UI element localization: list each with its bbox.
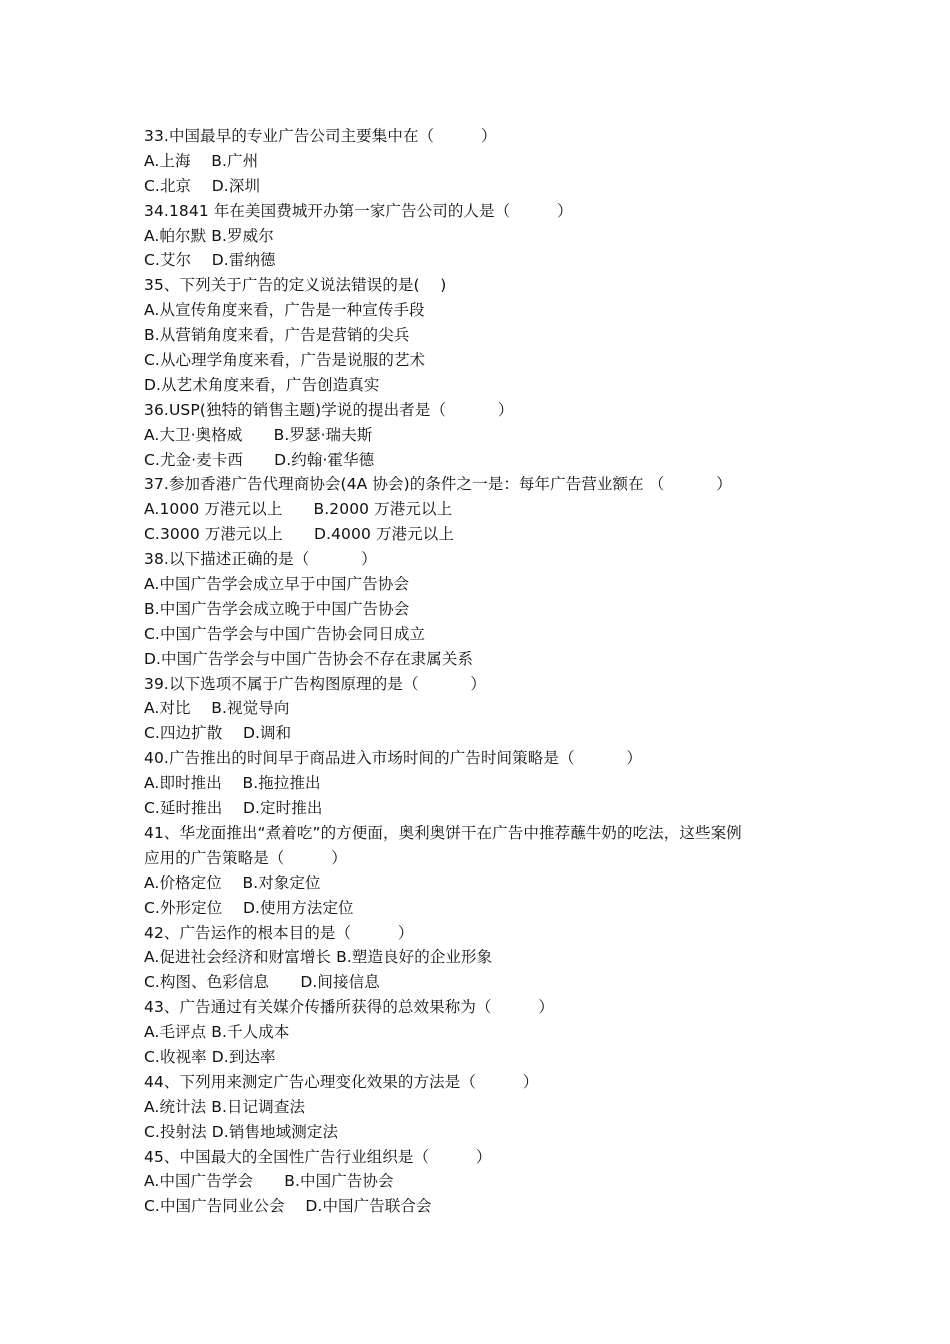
text-line: A.上海 B.广州	[144, 151, 259, 170]
text-line: A.1000 万港元以上 B.2000 万港元以上	[144, 500, 453, 519]
text-line: A.促进社会经济和财富增长 B.塑造良好的企业形象	[144, 948, 493, 967]
text-line: C.北京 D.深圳	[144, 176, 261, 195]
text-line: 35、下列关于广告的定义说法错误的是( )	[144, 276, 447, 295]
text-line: C.3000 万港元以上 D.4000 万港元以上	[144, 525, 454, 544]
text-line: C.中国广告学会与中国广告协会同日成立	[144, 624, 426, 643]
text-line: C.四边扩散 D.调和	[144, 724, 292, 743]
text-line: 40.广告推出的时间早于商品进入市场时间的广告时间策略是（ ）	[144, 749, 642, 768]
text-line: A.从宣传角度来看，广告是一种宣传手段	[144, 301, 425, 320]
question-list	[144, 124, 824, 1219]
text-line: 41、华龙面推出“煮着吃”的方便面，奥利奥饼干在广告中推荐蘸牛奶的吃法，这些案例	[144, 823, 742, 842]
text-line: C.中国广告同业公会 D.中国广告联合会	[144, 1197, 432, 1216]
text-line: 45、中国最大的全国性广告行业组织是（ ）	[144, 1147, 492, 1166]
text-line: A.毛评点 B.千人成本	[144, 1023, 290, 1042]
text-line: 39.以下选项不属于广告构图原理的是（ ）	[144, 674, 486, 693]
text-line: 43、广告通过有关媒介传播所获得的总效果称为（ ）	[144, 998, 554, 1017]
text-line: C.延时推出 D.定时推出	[144, 799, 323, 818]
text-line: B.中国广告学会成立晚于中国广告协会	[144, 599, 410, 618]
text-line: C.外形定位 D.使用方法定位	[144, 898, 354, 917]
text-line: C.构图、色彩信息 D.间接信息	[144, 973, 380, 992]
text-line: D.中国广告学会与中国广告协会不存在隶属关系	[144, 649, 474, 668]
text-line: 应用的广告策略是（ ）	[144, 848, 347, 867]
text-line: C.投射法 D.销售地域测定法	[144, 1122, 339, 1141]
text-line: D.从艺术角度来看，广告创造真实	[144, 375, 380, 394]
text-line: C.收视率 D.到达率	[144, 1047, 276, 1066]
text-line: 33.中国最早的专业广告公司主要集中在（ ）	[144, 127, 497, 145]
text-line: A.价格定位 B.对象定位	[144, 873, 321, 892]
text-line: A.统计法 B.日记调查法	[144, 1097, 306, 1116]
text-line: 34.1841 年在美国费城开办第一家广告公司的人是（ ）	[144, 201, 573, 220]
text-line: A.即时推出 B.拖拉推出	[144, 774, 321, 793]
text-line: 36.USP(独特的销售主题)学说的提出者是（ ）	[144, 400, 514, 419]
text-line: C.艾尔 D.雷纳德	[144, 251, 276, 270]
text-line: A.对比 B.视觉导向	[144, 699, 290, 718]
text-line: 37.参加香港广告代理商协会(4A 协会)的条件之一是：每年广告营业额在 （ ）	[144, 475, 732, 494]
text-line: A.中国广告学会 B.中国广告协会	[144, 1172, 394, 1191]
text-line: A.帕尔默 B.罗威尔	[144, 226, 274, 245]
text-line: A.中国广告学会成立早于中国广告协会	[144, 575, 410, 594]
text-line: 42、广告运作的根本目的是（ ）	[144, 923, 414, 942]
text-line: 38.以下描述正确的是（ ）	[144, 550, 377, 569]
text-line: A.大卫·奥格威 B.罗瑟·瑞夫斯	[144, 425, 373, 444]
text-line: B.从营销角度来看，广告是营销的尖兵	[144, 326, 410, 345]
text-line: C.从心理学角度来看，广告是说服的艺术	[144, 351, 426, 370]
text-line: 44、下列用来测定广告心理变化效果的方法是（ ）	[144, 1072, 539, 1091]
text-line: C.尤金·麦卡西 D.约翰·霍华德	[144, 450, 375, 469]
